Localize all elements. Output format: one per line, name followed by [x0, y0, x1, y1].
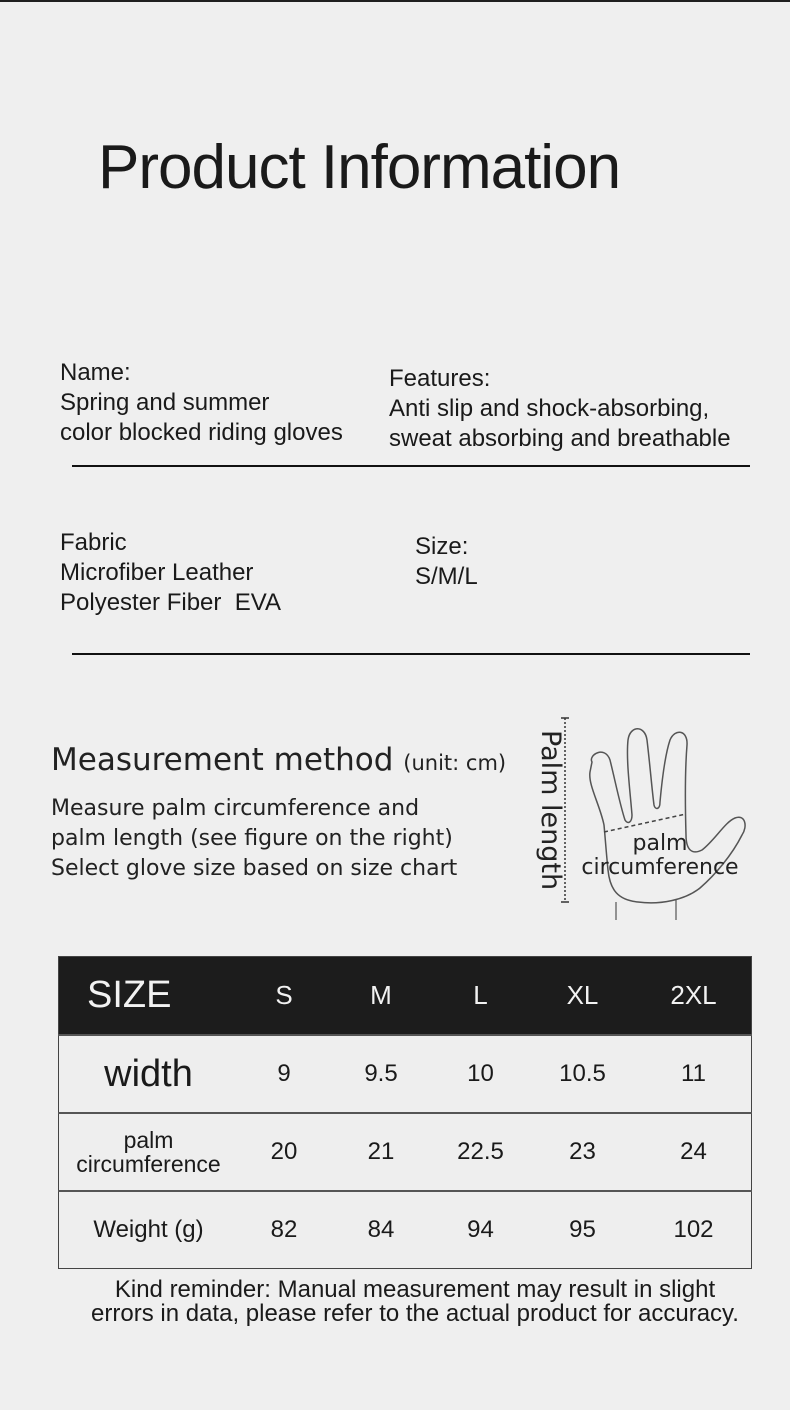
fabric-label: Fabric — [60, 529, 127, 556]
hand-outline-icon — [520, 710, 780, 920]
cell-weight-l: 94 — [432, 1191, 529, 1269]
measurement-title — [51, 742, 506, 778]
cell-weight-m: 84 — [330, 1191, 432, 1269]
reminder-line-2: errors in data, please refer to the actual product for accuracy. — [91, 1300, 739, 1327]
reminder-line-1: Kind reminder: Manual measurement may result in slight — [114, 1276, 716, 1303]
cell-palm-l: 22.5 — [432, 1113, 529, 1191]
measurement-line-3: Select glove size based on size chart — [51, 856, 458, 881]
cell-width-xl: 10.5 — [529, 1035, 636, 1113]
row-label-palm: palm — [123, 1127, 174, 1153]
header-2xl: 2XL — [636, 957, 752, 1036]
measurement-title-text: Measurement method — [51, 742, 394, 778]
header-l: L — [432, 957, 529, 1036]
features-value-line-2: sweat absorbing and breathable — [389, 425, 731, 452]
divider-1 — [72, 465, 750, 467]
row-label-weight: Weight (g) — [59, 1191, 239, 1269]
palm-length-label: Palm length — [535, 730, 566, 891]
header-s: S — [238, 957, 330, 1036]
top-border — [0, 0, 790, 2]
features-label: Features: — [389, 365, 491, 392]
fabric-value-line-1: Microfiber Leather — [60, 559, 254, 586]
table-row-palm-circumference — [59, 1113, 752, 1191]
measurement-line-1: Measure palm circumference and — [51, 796, 420, 821]
cell-palm-m: 21 — [330, 1113, 432, 1191]
row-label-circumference: circumference — [76, 1151, 221, 1177]
table-row-weight — [59, 1191, 752, 1269]
cell-width-2xl: 11 — [636, 1035, 752, 1113]
cell-width-l: 10 — [432, 1035, 529, 1113]
name-label: Name: — [60, 359, 131, 386]
row-label-palm-circumference — [59, 1113, 239, 1191]
measurement-instructions — [51, 794, 457, 884]
measurement-unit: (unit: cm) — [403, 751, 507, 775]
cell-palm-xl: 23 — [529, 1113, 636, 1191]
fabric-block — [60, 528, 281, 618]
cell-width-s: 9 — [238, 1035, 330, 1113]
cell-weight-2xl: 102 — [636, 1191, 752, 1269]
header-m: M — [330, 957, 432, 1036]
row-label-width: width — [59, 1035, 239, 1113]
measurement-line-2: palm length (see figure on the right) — [51, 826, 453, 851]
palm-circumference-label-line-2: circumference — [581, 855, 739, 880]
palm-circumference-label-line-1: palm — [632, 831, 688, 856]
name-block — [60, 358, 343, 448]
name-value-line-1: Spring and summer — [60, 389, 270, 416]
page-title: Product Information — [98, 133, 621, 202]
header-size: SIZE — [59, 957, 239, 1036]
cell-palm-2xl: 24 — [636, 1113, 752, 1191]
size-chart-header-row — [59, 957, 752, 1036]
size-chart-table — [58, 956, 752, 1269]
size-value: S/M/L — [415, 563, 478, 590]
table-row-width — [59, 1035, 752, 1113]
palm-circumference-label — [575, 832, 745, 880]
features-value-line-1: Anti slip and shock-absorbing, — [389, 395, 710, 422]
cell-weight-xl: 95 — [529, 1191, 636, 1269]
divider-2 — [72, 653, 750, 655]
header-xl: XL — [529, 957, 636, 1036]
kind-reminder — [40, 1278, 790, 1326]
size-block — [415, 532, 478, 592]
fabric-value-line-2: Polyester Fiber EVA — [60, 589, 281, 616]
features-block — [389, 364, 731, 454]
size-label: Size: — [415, 533, 469, 560]
cell-palm-s: 20 — [238, 1113, 330, 1191]
name-value-line-2: color blocked riding gloves — [60, 419, 343, 446]
cell-weight-s: 82 — [238, 1191, 330, 1269]
cell-width-m: 9.5 — [330, 1035, 432, 1113]
